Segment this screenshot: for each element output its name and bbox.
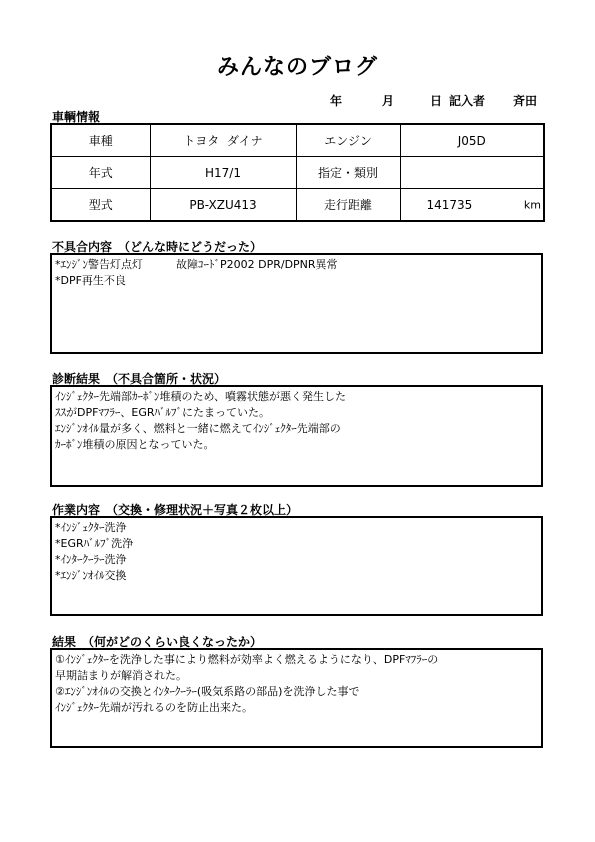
month-label: 月 — [382, 94, 395, 108]
problem-section-title: 不具合内容 （どんな時にどうだった） — [52, 240, 263, 254]
work-line: *EGRﾊﾞﾙﾌﾞ洗浄 — [55, 537, 134, 550]
result-line: ｲﾝｼﾞｪｸﾀｰ先端が汚れるのを防止出来た。 — [55, 701, 253, 714]
recorder-label: 記入者 — [449, 94, 486, 108]
model-code-label: 型式 — [51, 189, 150, 222]
model-code-value: PB-XZU413 — [150, 189, 296, 222]
diagnosis-section-title: 診断結果 （不具合箇所・状況） — [52, 372, 227, 386]
mileage-label: 走行距離 — [296, 189, 400, 222]
result-section-title: 結果 （何がどのくらい良くなったか） — [52, 635, 263, 649]
result-box — [50, 648, 543, 748]
page-title: みんなのブログ — [216, 55, 378, 80]
year-label: 年 — [330, 94, 343, 108]
diagnosis-line: ｲﾝｼﾞｪｸﾀｰ先端部ｶｰﾎﾞﾝ堆積のため、噴霧状態が悪く発生した — [55, 390, 347, 403]
recorder-name: 斉田 — [513, 94, 538, 108]
vehicle-type-label: 車種 — [51, 124, 150, 157]
diagnosis-line: ｶｰﾎﾞﾝ堆積の原因となっていた。 — [55, 438, 215, 451]
diagnosis-line: ｽｽがDPFﾏﾌﾗｰ、EGRﾊﾞﾙﾌﾞにたまっていた。 — [55, 406, 271, 419]
vehicle-info-table — [50, 123, 545, 222]
result-line: ②ｴﾝｼﾞﾝｵｲﾙの交換とｲﾝﾀｰｸｰﾗｰ(吸気系路の部品)を洗浄した事で — [55, 685, 360, 698]
problem-box — [50, 253, 543, 354]
work-box — [50, 516, 543, 616]
mileage-cell — [400, 189, 544, 222]
table-row — [51, 157, 544, 189]
designation-label: 指定・類別 — [296, 157, 400, 189]
engine-value: J05D — [400, 124, 544, 157]
table-row — [51, 189, 544, 222]
vehicle-type-value: トヨタ ダイナ — [150, 124, 296, 157]
mileage-value: 141735 — [426, 197, 473, 212]
work-line: *ｲﾝﾀｰｸｰﾗｰ洗浄 — [55, 553, 127, 566]
problem-line: *DPF再生不良 — [55, 274, 126, 287]
table-row — [51, 124, 544, 157]
designation-value — [400, 157, 544, 189]
work-line: *ｴﾝｼﾞﾝｵｲﾙ交換 — [55, 569, 127, 582]
vehicle-section-title: 車輌情報 — [52, 110, 101, 124]
work-line: *ｲﾝｼﾞｪｸﾀｰ洗浄 — [55, 521, 127, 534]
result-line: 早期詰まりが解消された。 — [55, 669, 187, 682]
day-label: 日 — [430, 94, 443, 108]
mileage-unit: km — [523, 198, 541, 211]
diagnosis-box — [50, 385, 543, 487]
result-line: ①ｲﾝｼﾞｪｸﾀｰを洗浄した事により燃料が効率よく燃えるようになり、DPFﾏﾌﾗｰの — [55, 653, 439, 666]
work-section-title: 作業内容 （交換・修理状況＋写真２枚以上） — [52, 503, 299, 517]
model-year-value: H17/1 — [150, 157, 296, 189]
problem-line: *ｴﾝｼﾞﾝ警告灯点灯 故障ｺｰﾄﾞP2002 DPR/DPNR異常 — [55, 258, 338, 271]
engine-label: エンジン — [296, 124, 400, 157]
diagnosis-line: ｴﾝｼﾞﾝｵｲﾙ量が多く、燃料と一緒に燃えてｲﾝｼﾞｪｸﾀｰ先端部の — [55, 422, 341, 435]
model-year-label: 年式 — [51, 157, 150, 189]
